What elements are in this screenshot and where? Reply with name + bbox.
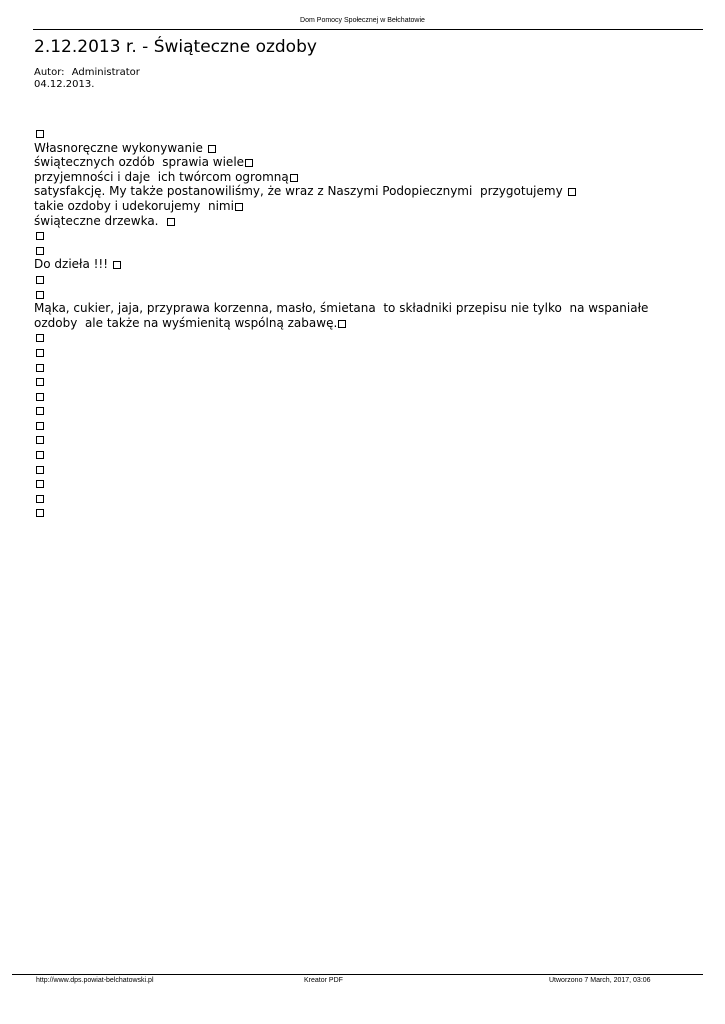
article-line [34,360,674,375]
article-line [34,374,674,389]
missing-glyph-box-icon [338,320,346,328]
article-line [34,418,674,433]
missing-glyph-box-icon [36,276,44,284]
article-line [34,199,674,214]
article-line [34,170,674,185]
missing-glyph-box-icon [36,451,44,459]
article-line [34,505,674,520]
missing-glyph-box-icon [36,232,44,240]
article-line-text: satysfakcję. My także postanowiliśmy, że wraz z Naszymi Podopiecznymi przygotujemy [34,184,567,199]
missing-glyph-box-icon [208,145,216,153]
article-line [34,491,674,506]
article-body [34,126,674,520]
missing-glyph-box-icon [36,393,44,401]
article-line-text: Do dzieła !!! [34,257,112,272]
article-line-text: świątecznych ozdób sprawia wiele [34,155,245,170]
missing-glyph-box-icon [36,291,44,299]
article-line-text: Własnoręczne wykonywanie [34,140,207,155]
article-date: 04.12.2013. [34,79,95,90]
footer-url: http://www.dps.powiat-belchatowski.pl [36,977,154,984]
article-line [34,141,674,156]
missing-glyph-box-icon [36,247,44,255]
missing-glyph-box-icon [167,218,175,226]
missing-glyph-box-icon [36,436,44,444]
missing-glyph-box-icon [36,378,44,386]
missing-glyph-box-icon [235,203,243,211]
missing-glyph-box-icon [36,407,44,415]
site-header-title: Dom Pomocy Społecznej w Bełchatowie [300,17,425,24]
article-line-text: Mąka, cukier, jaja, przyprawa korzenna, masło, śmietana to składniki przepisu nie tylko na wspaniałe ozdoby ale także na wyśmienitą wspólną zabawę. [34,301,653,330]
article-line-text: przyjemności i daje ich twórcom ogromną [34,169,289,184]
article-line [34,476,674,491]
article-author [34,67,140,79]
author-name: Administrator [71,67,140,78]
article-line-text: świąteczne drzewka. [34,213,167,228]
missing-glyph-box-icon [113,261,121,269]
missing-glyph-box-icon [36,364,44,372]
article-line [34,126,674,141]
article-line [34,462,674,477]
missing-glyph-box-icon [36,466,44,474]
footer-generator: Kreator PDF [304,977,343,984]
article-line [34,403,674,418]
missing-glyph-box-icon [290,174,298,182]
article-line [34,155,674,170]
article-line [34,214,674,229]
missing-glyph-box-icon [245,159,253,167]
article-line [34,447,674,462]
article-title: 2.12.2013 r. - Świąteczne ozdoby [34,37,317,57]
missing-glyph-box-icon [36,495,44,503]
missing-glyph-box-icon [36,480,44,488]
article-line [34,301,674,330]
article-line [34,330,674,345]
header-divider [33,29,703,30]
article-line [34,389,674,404]
article-line [34,345,674,360]
missing-glyph-box-icon [36,422,44,430]
footer-created-date: Utworzono 7 March, 2017, 03:06 [549,977,651,984]
article-line [34,287,674,302]
missing-glyph-box-icon [36,349,44,357]
article-line [34,257,674,272]
missing-glyph-box-icon [36,509,44,517]
article-line [34,272,674,287]
article-line-text: takie ozdoby i udekorujemy nimi [34,198,234,213]
missing-glyph-box-icon [568,188,576,196]
article-line [34,432,674,447]
missing-glyph-box-icon [36,130,44,138]
article-line [34,243,674,258]
author-label: Autor: [34,67,65,78]
article-line [34,228,674,243]
article-line [34,184,674,199]
missing-glyph-box-icon [36,334,44,342]
footer-divider [12,974,703,975]
